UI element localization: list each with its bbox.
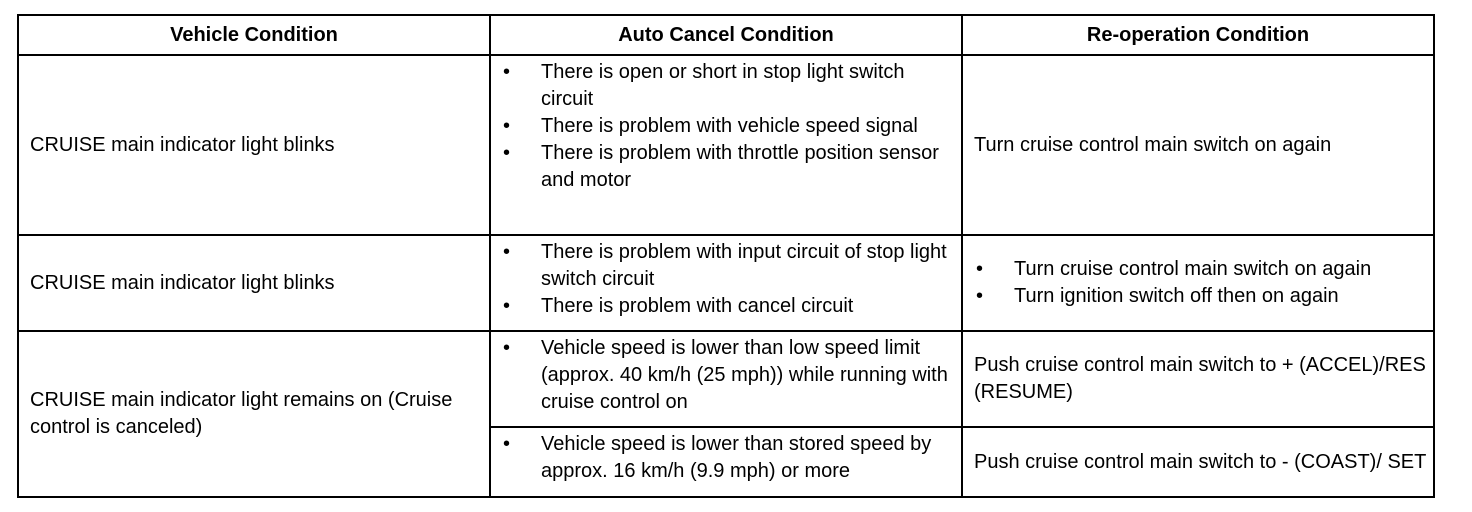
list-item	[491, 113, 961, 140]
bullet: •	[503, 337, 511, 359]
auto-cancel-cell	[490, 55, 962, 235]
bullet: •	[503, 142, 511, 164]
list-item-text: Turn cruise control main switch on again	[1014, 258, 1372, 280]
auto-cancel-list	[491, 59, 961, 194]
bullet: •	[503, 433, 511, 455]
list-item-text: There is problem with input circuit of stop light switch circuit	[541, 241, 947, 290]
vehicle-condition-cell: CRUISE main indicator light remains on (Cruise control is canceled)	[18, 331, 490, 497]
table-row	[18, 55, 1434, 235]
list-item-text: There is problem with throttle position sensor and motor	[541, 142, 939, 191]
reoperation-cell	[962, 235, 1434, 331]
auto-cancel-cell	[490, 427, 962, 497]
list-item	[491, 335, 961, 416]
header-reoperation-condition: Re-operation Condition	[962, 15, 1434, 55]
reoperation-cell: Push cruise control main switch to + (ACCEL)/RES (RESUME)	[962, 331, 1434, 427]
list-item-text: There is problem with vehicle speed signal	[541, 115, 918, 137]
list-item	[491, 239, 961, 293]
reoperation-list	[974, 256, 1433, 310]
list-item-text: There is problem with cancel circuit	[541, 295, 854, 317]
table-row	[18, 331, 1434, 427]
table-row	[18, 235, 1434, 331]
list-item-text: Vehicle speed is lower than stored speed by approx. 16 km/h (9.9 mph) or more	[541, 433, 932, 482]
bullet: •	[976, 285, 984, 307]
list-item	[491, 431, 961, 485]
header-auto-cancel-condition: Auto Cancel Condition	[490, 15, 962, 55]
vehicle-condition-cell: CRUISE main indicator light blinks	[18, 235, 490, 331]
bullet: •	[503, 295, 511, 317]
list-item	[491, 140, 961, 194]
bullet: •	[503, 115, 511, 137]
vehicle-condition-cell: CRUISE main indicator light blinks	[18, 55, 490, 235]
list-item-text: There is open or short in stop light switch circuit	[541, 61, 905, 110]
header-vehicle-condition: Vehicle Condition	[18, 15, 490, 55]
bullet: •	[976, 258, 984, 280]
list-item-text: Vehicle speed is lower than low speed limit (approx. 40 km/h (25 mph)) while running with cruise control on	[541, 337, 948, 413]
cruise-cancel-table	[17, 14, 1435, 498]
auto-cancel-list	[491, 335, 961, 416]
header-row	[18, 15, 1434, 55]
reoperation-cell: Turn cruise control main switch on again	[962, 55, 1434, 235]
auto-cancel-cell	[490, 331, 962, 427]
auto-cancel-list	[491, 431, 961, 485]
auto-cancel-cell	[490, 235, 962, 331]
list-item	[974, 256, 1433, 283]
list-item	[974, 283, 1433, 310]
bullet: •	[503, 241, 511, 263]
list-item	[491, 59, 961, 113]
list-item-text: Turn ignition switch off then on again	[1014, 285, 1339, 307]
reoperation-cell: Push cruise control main switch to - (COAST)/ SET	[962, 427, 1434, 497]
auto-cancel-list	[491, 239, 961, 320]
bullet: •	[503, 61, 511, 83]
list-item	[491, 293, 961, 320]
